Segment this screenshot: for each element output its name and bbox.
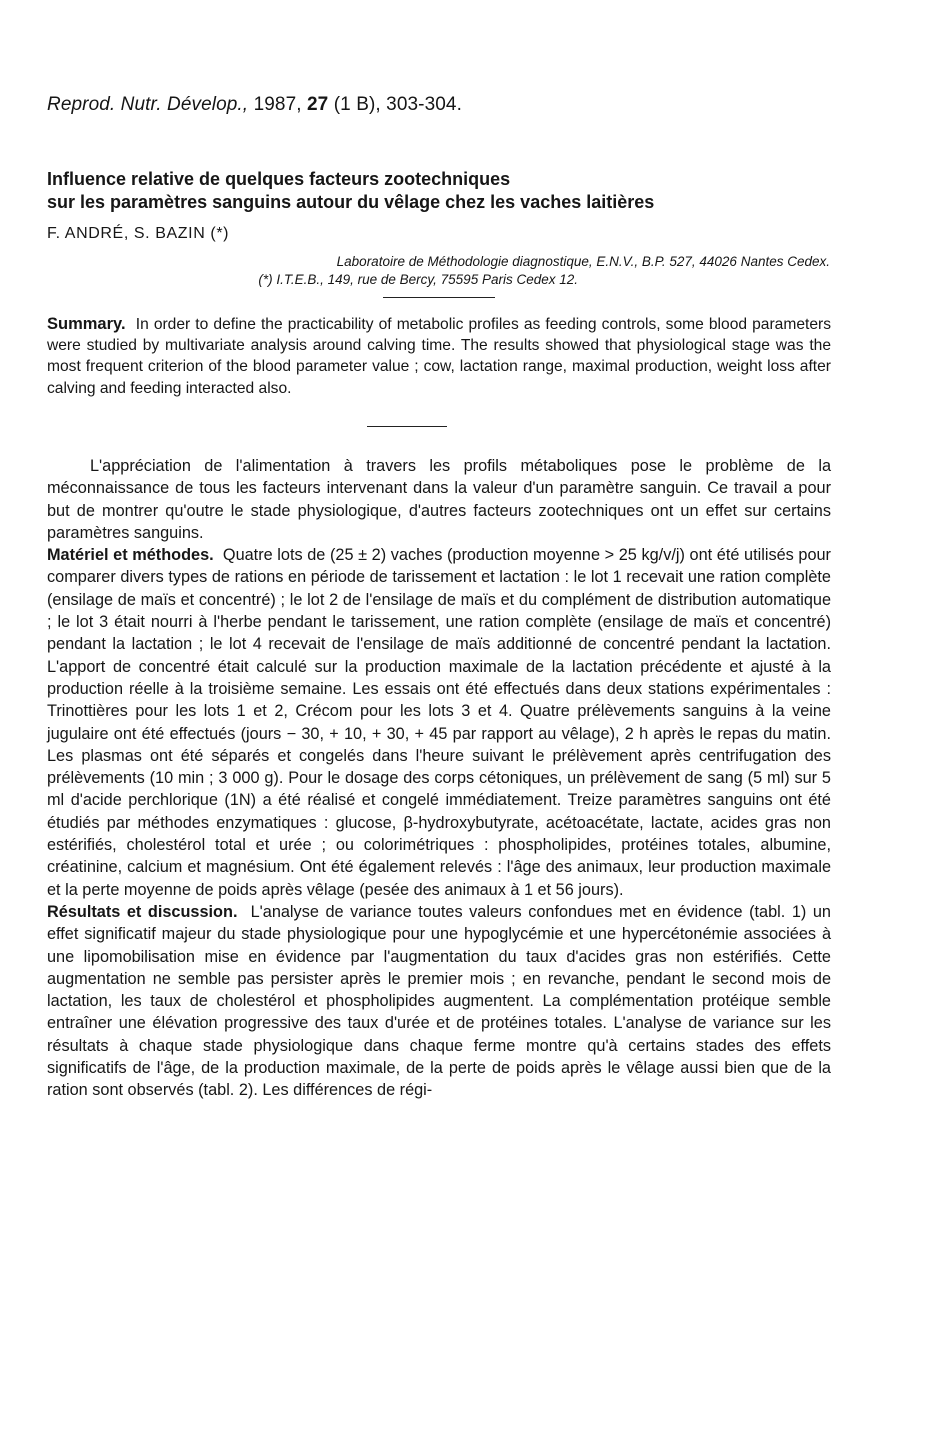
- methods-paragraph: [47, 544, 831, 901]
- citation-year: 1987,: [248, 94, 307, 115]
- separator-rule: [367, 426, 447, 427]
- citation-issue-pages: (1 B), 303-304.: [328, 94, 462, 115]
- separator-rule: [383, 297, 495, 298]
- summary-text: In order to define the practicability of metabolic profiles as feeding controls, some blood parameters were studied by multivariate analysis around calving time. The results showed that physiological stage was the most frequent criterion of the blood parameter value ; cow, lactation range, maximal production, weight loss after calving and feeding interacted also.: [47, 316, 831, 397]
- authors: F. ANDRÉ, S. BAZIN (*): [47, 225, 230, 242]
- article-body: [47, 455, 831, 1102]
- results-heading: Résultats et discussion.: [47, 902, 238, 921]
- journal-name: Reprod. Nutr. Dévelop.,: [47, 94, 249, 115]
- summary-block: [47, 314, 831, 399]
- article-title: [47, 168, 867, 214]
- title-line-2: sur les paramètres sanguins autour du vêlage chez les vaches laitières: [47, 192, 655, 212]
- intro-paragraph: L'appréciation de l'alimentation à travers les profils métaboliques pose le problème de la méconnaissance de tous les facteurs intervenant dans la valeur d'un paramètre sanguin. Ce travail a pour but de montrer qu'outre le stade physiologique, d'autres facteurs zootechniques ont un effet sur certains paramètres sanguins.: [47, 457, 831, 542]
- results-text: L'analyse de variance toutes valeurs confondues met en évidence (tabl. 1) un effet significatif majeur du stade physiologique pour une hypoglycémie et une hypercétonémie associées à une lipomobilisation mise en évidence par l'augmentation du taux d'acides gras non estérifiés. Cette augmentation ne semble pas persister après le premier mois ; en revanche, pendant le second mois de lactation, les taux de cholestérol et phospholipides augmentent. La complémentation protéique semble entraîner une élévation progressive des taux d'urée et de protéines totales. L'analyse de variance sur les résultats à chaque stade physiologique dans chaque ferme montre qu'à certains stades des effets significatifs de l'âge, de la production maximale, de la perte de poids après le vêlage aussi bien que de la ration sont observés (tabl. 2). Les différences de régi-: [47, 902, 831, 1100]
- title-line-1: Influence relative de quelques facteurs zootechniques: [47, 169, 511, 189]
- results-paragraph: [47, 901, 831, 1102]
- citation-line: [47, 94, 462, 116]
- affiliation-1: Laboratoire de Méthodologie diagnostique, E.N.V., B.P. 527, 44026 Nantes Cedex.: [336, 254, 830, 269]
- summary-heading: Summary.: [47, 315, 126, 333]
- affiliation-2: (*) I.T.E.B., 149, rue de Bercy, 75595 Paris Cedex 12.: [258, 272, 578, 287]
- citation-volume: 27: [307, 94, 329, 115]
- methods-text: Quatre lots de (25 ± 2) vaches (production moyenne > 25 kg/v/j) ont été utilisés pour comparer divers types de rations en période de tarissement et lactation : le lot 1 recevait une ration complète (ensilage de maïs et concentré) ; le lot 2 de l'ensilage de maïs et du complément de distribution automatique ; le lot 3 était nourri à l'herbe pendant le tarissement, une ration complète (ensilage de maïs et concentré) pendant la lactation ; le lot 4 recevait de l'ensilage de maïs additionné de concentré pendant la lactation. L'apport de concentré était calculé sur la production maximale de la lactation précédente et ajusté à la production réelle à la troisième semaine. Les essais ont été effectués dans deux stations expérimentales : Trinottières pour les lots 1 et 2, Crécom pour les lots 3 et 4. Quatre prélèvements sanguins à la veine jugulaire ont été effectués (jours − 30, + 10, + 30, + 45 par rapport au vêlage), 2 h après le repas du matin. Les plasmas ont été séparés et congelés dans l'heure suivant le prélèvement après centrifugation des prélèvements (10 min ; 3 000 g). Pour le dosage des corps cétoniques, un prélèvement de sang (5 ml) sur 5 ml d'acide perchlorique (1N) a été réalisé et congelé immédiatement. Treize paramètres sanguins ont été étudiés par méthodes enzymatiques : glucose, β-hydroxybutyrate, acétoacétate, lactate, acides gras non estérifiés, cholestérol total et urée ; ou colorimétriques : phospholipides, protéines totales, albumine, créatinine, calcium et magnésium. Ont été également relevés : l'âge des animaux, leur production maximale et la perte moyenne de poids après vêlage (pesée des animaux à 1 et 56 jours).: [47, 546, 831, 899]
- methods-heading: Matériel et méthodes.: [47, 546, 214, 565]
